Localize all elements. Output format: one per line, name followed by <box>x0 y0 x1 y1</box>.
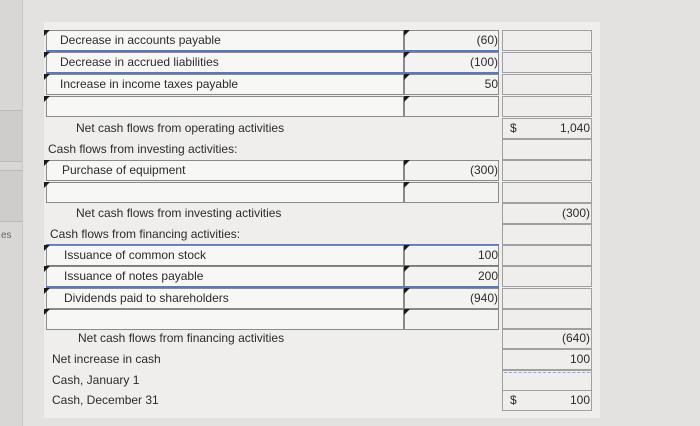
total-input-box[interactable] <box>502 266 592 287</box>
statement-row <box>44 328 600 349</box>
statement-row <box>44 52 600 73</box>
cash-flow-statement-sheet <box>44 22 600 418</box>
cell-marker-icon <box>44 182 50 188</box>
label-input-box[interactable] <box>46 309 404 330</box>
side-tab <box>0 170 22 222</box>
statement-row <box>44 266 600 287</box>
statement-row <box>44 224 600 245</box>
row-label: Purchase of equipment <box>62 163 186 177</box>
row-label: Cash flows from financing activities: <box>50 227 241 241</box>
statement-row <box>44 74 600 95</box>
detail-amount: (60) <box>476 33 498 47</box>
cell-marker-icon <box>404 288 410 294</box>
cell-marker-icon <box>44 74 50 80</box>
total-amount: 100 <box>569 393 590 407</box>
total-input-box[interactable] <box>502 52 592 73</box>
cell-marker-icon <box>44 245 50 251</box>
cell-marker-icon <box>404 266 410 272</box>
statement-row <box>44 30 600 51</box>
cell-marker-icon <box>404 96 410 102</box>
statement-row <box>44 139 600 160</box>
total-input-box[interactable] <box>502 139 592 160</box>
cell-marker-icon <box>44 96 50 102</box>
row-label: Net cash flows from operating activities <box>76 121 285 135</box>
total-input-box[interactable] <box>502 74 592 95</box>
amount-input-box[interactable] <box>404 182 499 203</box>
statement-row <box>44 390 600 411</box>
total-input-box[interactable] <box>502 309 592 330</box>
statement-row <box>44 370 600 391</box>
total-input-box[interactable] <box>502 30 592 51</box>
total-input-box[interactable] <box>502 245 592 266</box>
cell-marker-icon <box>44 30 50 36</box>
row-label: Dividends paid to shareholders <box>64 291 229 305</box>
statement-row <box>44 245 600 266</box>
amount-input-box[interactable] <box>404 96 499 117</box>
total-amount: 1,040 <box>559 121 590 135</box>
row-label: Issuance of notes payable <box>64 269 204 283</box>
left-panel-text: es <box>1 230 12 241</box>
dollar-sign: $ <box>510 121 517 135</box>
detail-amount: (940) <box>469 291 498 305</box>
detail-amount: 50 <box>484 77 498 91</box>
total-dashed-line <box>504 372 590 373</box>
cell-marker-icon <box>44 160 50 166</box>
statement-row <box>44 182 600 203</box>
row-label: Issuance of common stock <box>64 248 207 262</box>
cell-marker-icon <box>404 309 410 315</box>
row-label: Cash flows from investing activities: <box>48 142 238 156</box>
cell-marker-icon <box>404 245 410 251</box>
total-amount: (640) <box>561 331 590 345</box>
statement-row <box>44 203 600 224</box>
cell-marker-icon <box>404 182 410 188</box>
total-amount: (300) <box>561 206 590 220</box>
detail-amount: (300) <box>469 163 498 177</box>
statement-row <box>44 349 600 370</box>
detail-amount: 200 <box>477 269 498 283</box>
total-input-box[interactable] <box>502 224 592 245</box>
cell-marker-icon <box>44 309 50 315</box>
row-label: Decrease in accrued liabilities <box>60 55 219 69</box>
row-label: Cash, January 1 <box>52 373 140 387</box>
total-amount: 100 <box>569 352 590 366</box>
amount-input-box[interactable] <box>404 309 499 330</box>
dollar-sign: $ <box>510 393 517 407</box>
cell-marker-icon <box>404 74 410 80</box>
statement-row <box>44 160 600 181</box>
row-label: Net cash flows from investing activities <box>76 206 282 220</box>
row-label: Increase in income taxes payable <box>60 77 239 91</box>
total-input-box[interactable] <box>502 96 592 117</box>
detail-amount: (100) <box>469 55 498 69</box>
left-panel-edge <box>0 0 23 426</box>
cell-marker-icon <box>44 288 50 294</box>
statement-row <box>44 118 600 139</box>
cell-marker-icon <box>404 160 410 166</box>
detail-amount: 100 <box>477 248 498 262</box>
statement-row <box>44 309 600 330</box>
total-input-box[interactable] <box>502 182 592 203</box>
cell-marker-icon <box>44 266 50 272</box>
label-input-box[interactable] <box>46 182 404 203</box>
total-input-box[interactable] <box>502 370 592 391</box>
row-label: Decrease in accounts payable <box>60 33 221 47</box>
cell-marker-icon <box>404 52 410 58</box>
statement-row <box>44 288 600 309</box>
total-input-box[interactable] <box>502 288 592 309</box>
row-label: Cash, December 31 <box>52 393 159 407</box>
row-label: Net cash flows from financing activities <box>78 331 285 345</box>
side-tab <box>0 110 22 162</box>
row-label: Net increase in cash <box>52 352 161 366</box>
statement-row <box>44 96 600 117</box>
total-input-box[interactable] <box>502 160 592 181</box>
cell-marker-icon <box>404 30 410 36</box>
cell-marker-icon <box>44 52 50 58</box>
label-input-box[interactable] <box>46 96 404 117</box>
